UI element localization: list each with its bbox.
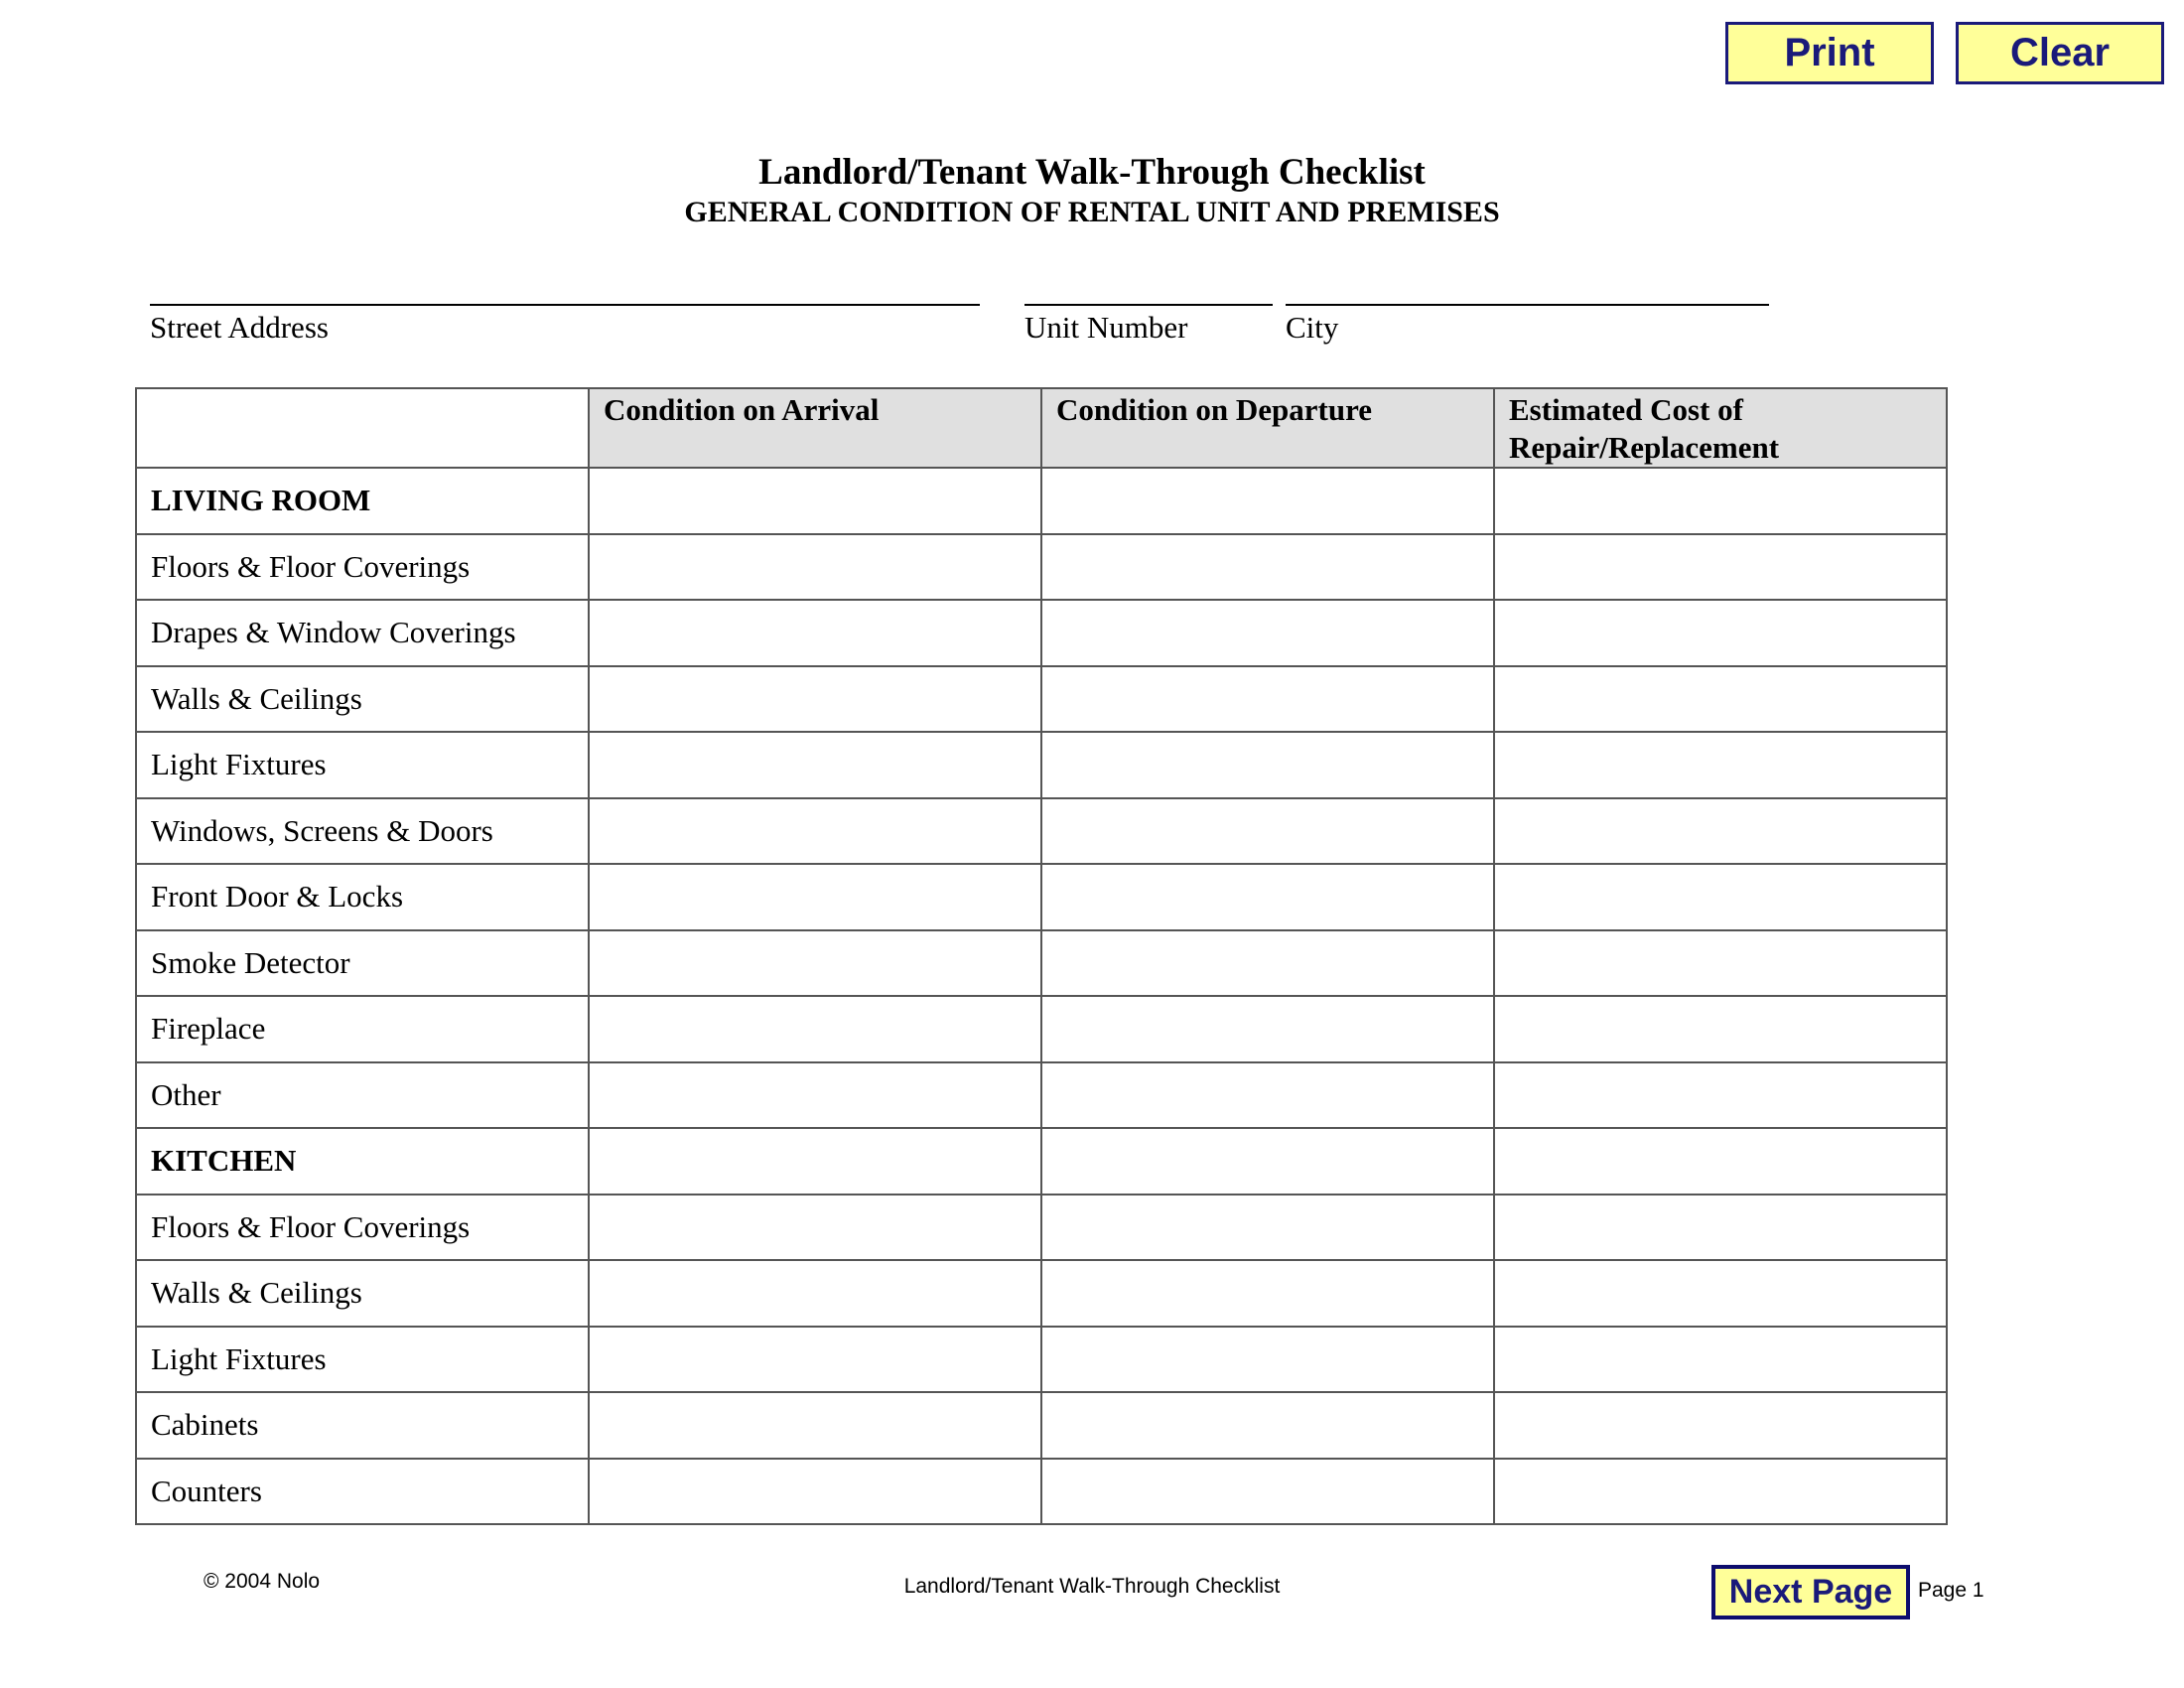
cost-cell[interactable] — [1494, 534, 1947, 601]
table-row — [136, 1195, 1947, 1261]
departure-cell[interactable] — [1041, 666, 1494, 733]
cost-cell[interactable] — [1494, 600, 1947, 666]
table-row — [136, 666, 1947, 733]
section-heading: KITCHEN — [136, 1128, 589, 1195]
next-page-button[interactable]: Next Page — [1711, 1565, 1910, 1619]
departure-cell[interactable] — [1041, 1260, 1494, 1327]
item-label: Cabinets — [136, 1392, 589, 1459]
section-heading: LIVING ROOM — [136, 468, 589, 534]
table-row — [136, 1392, 1947, 1459]
cost-cell[interactable] — [1494, 1128, 1947, 1195]
table-row — [136, 996, 1947, 1062]
page-title: Landlord/Tenant Walk-Through Checklist — [758, 152, 1426, 193]
arrival-cell[interactable] — [589, 534, 1041, 601]
cost-cell[interactable] — [1494, 1195, 1947, 1261]
item-label: Walls & Ceilings — [136, 666, 589, 733]
table-row — [136, 1260, 1947, 1327]
table-row — [136, 1459, 1947, 1525]
street-address-field[interactable] — [150, 304, 980, 306]
cost-cell[interactable] — [1494, 1459, 1947, 1525]
cost-cell[interactable] — [1494, 996, 1947, 1062]
unit-number-label: Unit Number — [1024, 310, 1188, 345]
arrival-cell[interactable] — [589, 864, 1041, 930]
table-row — [136, 468, 1947, 534]
item-label: Floors & Floor Coverings — [136, 1195, 589, 1261]
item-label: Counters — [136, 1459, 589, 1525]
city-label: City — [1286, 310, 1339, 345]
arrival-cell[interactable] — [589, 1392, 1041, 1459]
cost-cell[interactable] — [1494, 468, 1947, 534]
departure-cell[interactable] — [1041, 1195, 1494, 1261]
cost-cell[interactable] — [1494, 1392, 1947, 1459]
arrival-cell[interactable] — [589, 732, 1041, 798]
page-subtitle: GENERAL CONDITION OF RENTAL UNIT AND PREMISES — [684, 196, 1500, 228]
table-header-row — [136, 388, 1947, 468]
city-field[interactable] — [1286, 304, 1769, 306]
cost-cell[interactable] — [1494, 1062, 1947, 1129]
item-label: Front Door & Locks — [136, 864, 589, 930]
arrival-cell[interactable] — [589, 1260, 1041, 1327]
cost-cell[interactable] — [1494, 732, 1947, 798]
page-number: Page 1 — [1918, 1579, 1984, 1602]
arrival-cell[interactable] — [589, 600, 1041, 666]
departure-cell[interactable] — [1041, 1327, 1494, 1393]
checklist-table — [135, 387, 1948, 1525]
table-row — [136, 732, 1947, 798]
cost-cell[interactable] — [1494, 1260, 1947, 1327]
departure-cell[interactable] — [1041, 930, 1494, 997]
departure-cell[interactable] — [1041, 798, 1494, 865]
arrival-cell[interactable] — [589, 666, 1041, 733]
item-label: Light Fixtures — [136, 732, 589, 798]
item-label: Fireplace — [136, 996, 589, 1062]
departure-cell[interactable] — [1041, 1392, 1494, 1459]
departure-cell[interactable] — [1041, 534, 1494, 601]
cost-cell[interactable] — [1494, 1327, 1947, 1393]
cost-cell[interactable] — [1494, 930, 1947, 997]
item-label: Other — [136, 1062, 589, 1129]
table-row — [136, 798, 1947, 865]
column-header-cost: Estimated Cost of Repair/Replacement — [1494, 388, 1947, 468]
arrival-cell[interactable] — [589, 996, 1041, 1062]
departure-cell[interactable] — [1041, 996, 1494, 1062]
item-label: Light Fixtures — [136, 1327, 589, 1393]
column-header-arrival: Condition on Arrival — [589, 388, 1041, 468]
arrival-cell[interactable] — [589, 930, 1041, 997]
departure-cell[interactable] — [1041, 1128, 1494, 1195]
cost-cell[interactable] — [1494, 864, 1947, 930]
arrival-cell[interactable] — [589, 1459, 1041, 1525]
footer-title: Landlord/Tenant Walk-Through Checklist — [903, 1575, 1281, 1598]
departure-cell[interactable] — [1041, 732, 1494, 798]
clear-button[interactable]: Clear — [1956, 22, 2164, 84]
departure-cell[interactable] — [1041, 1062, 1494, 1129]
table-row — [136, 1062, 1947, 1129]
street-address-label: Street Address — [150, 310, 329, 345]
item-label: Drapes & Window Coverings — [136, 600, 589, 666]
arrival-cell[interactable] — [589, 1195, 1041, 1261]
column-header-item — [136, 388, 589, 468]
cost-cell[interactable] — [1494, 666, 1947, 733]
arrival-cell[interactable] — [589, 468, 1041, 534]
copyright-notice: © 2004 Nolo — [204, 1570, 321, 1593]
table-row — [136, 1128, 1947, 1195]
item-label: Floors & Floor Coverings — [136, 534, 589, 601]
table-row — [136, 534, 1947, 601]
departure-cell[interactable] — [1041, 1459, 1494, 1525]
arrival-cell[interactable] — [589, 798, 1041, 865]
table-row — [136, 930, 1947, 997]
table-row — [136, 1327, 1947, 1393]
item-label: Walls & Ceilings — [136, 1260, 589, 1327]
arrival-cell[interactable] — [589, 1128, 1041, 1195]
unit-number-field[interactable] — [1024, 304, 1273, 306]
departure-cell[interactable] — [1041, 600, 1494, 666]
item-label: Smoke Detector — [136, 930, 589, 997]
cost-cell[interactable] — [1494, 798, 1947, 865]
arrival-cell[interactable] — [589, 1062, 1041, 1129]
departure-cell[interactable] — [1041, 864, 1494, 930]
print-button[interactable]: Print — [1725, 22, 1934, 84]
item-label: Windows, Screens & Doors — [136, 798, 589, 865]
arrival-cell[interactable] — [589, 1327, 1041, 1393]
column-header-departure: Condition on Departure — [1041, 388, 1494, 468]
table-row — [136, 864, 1947, 930]
departure-cell[interactable] — [1041, 468, 1494, 534]
table-row — [136, 600, 1947, 666]
